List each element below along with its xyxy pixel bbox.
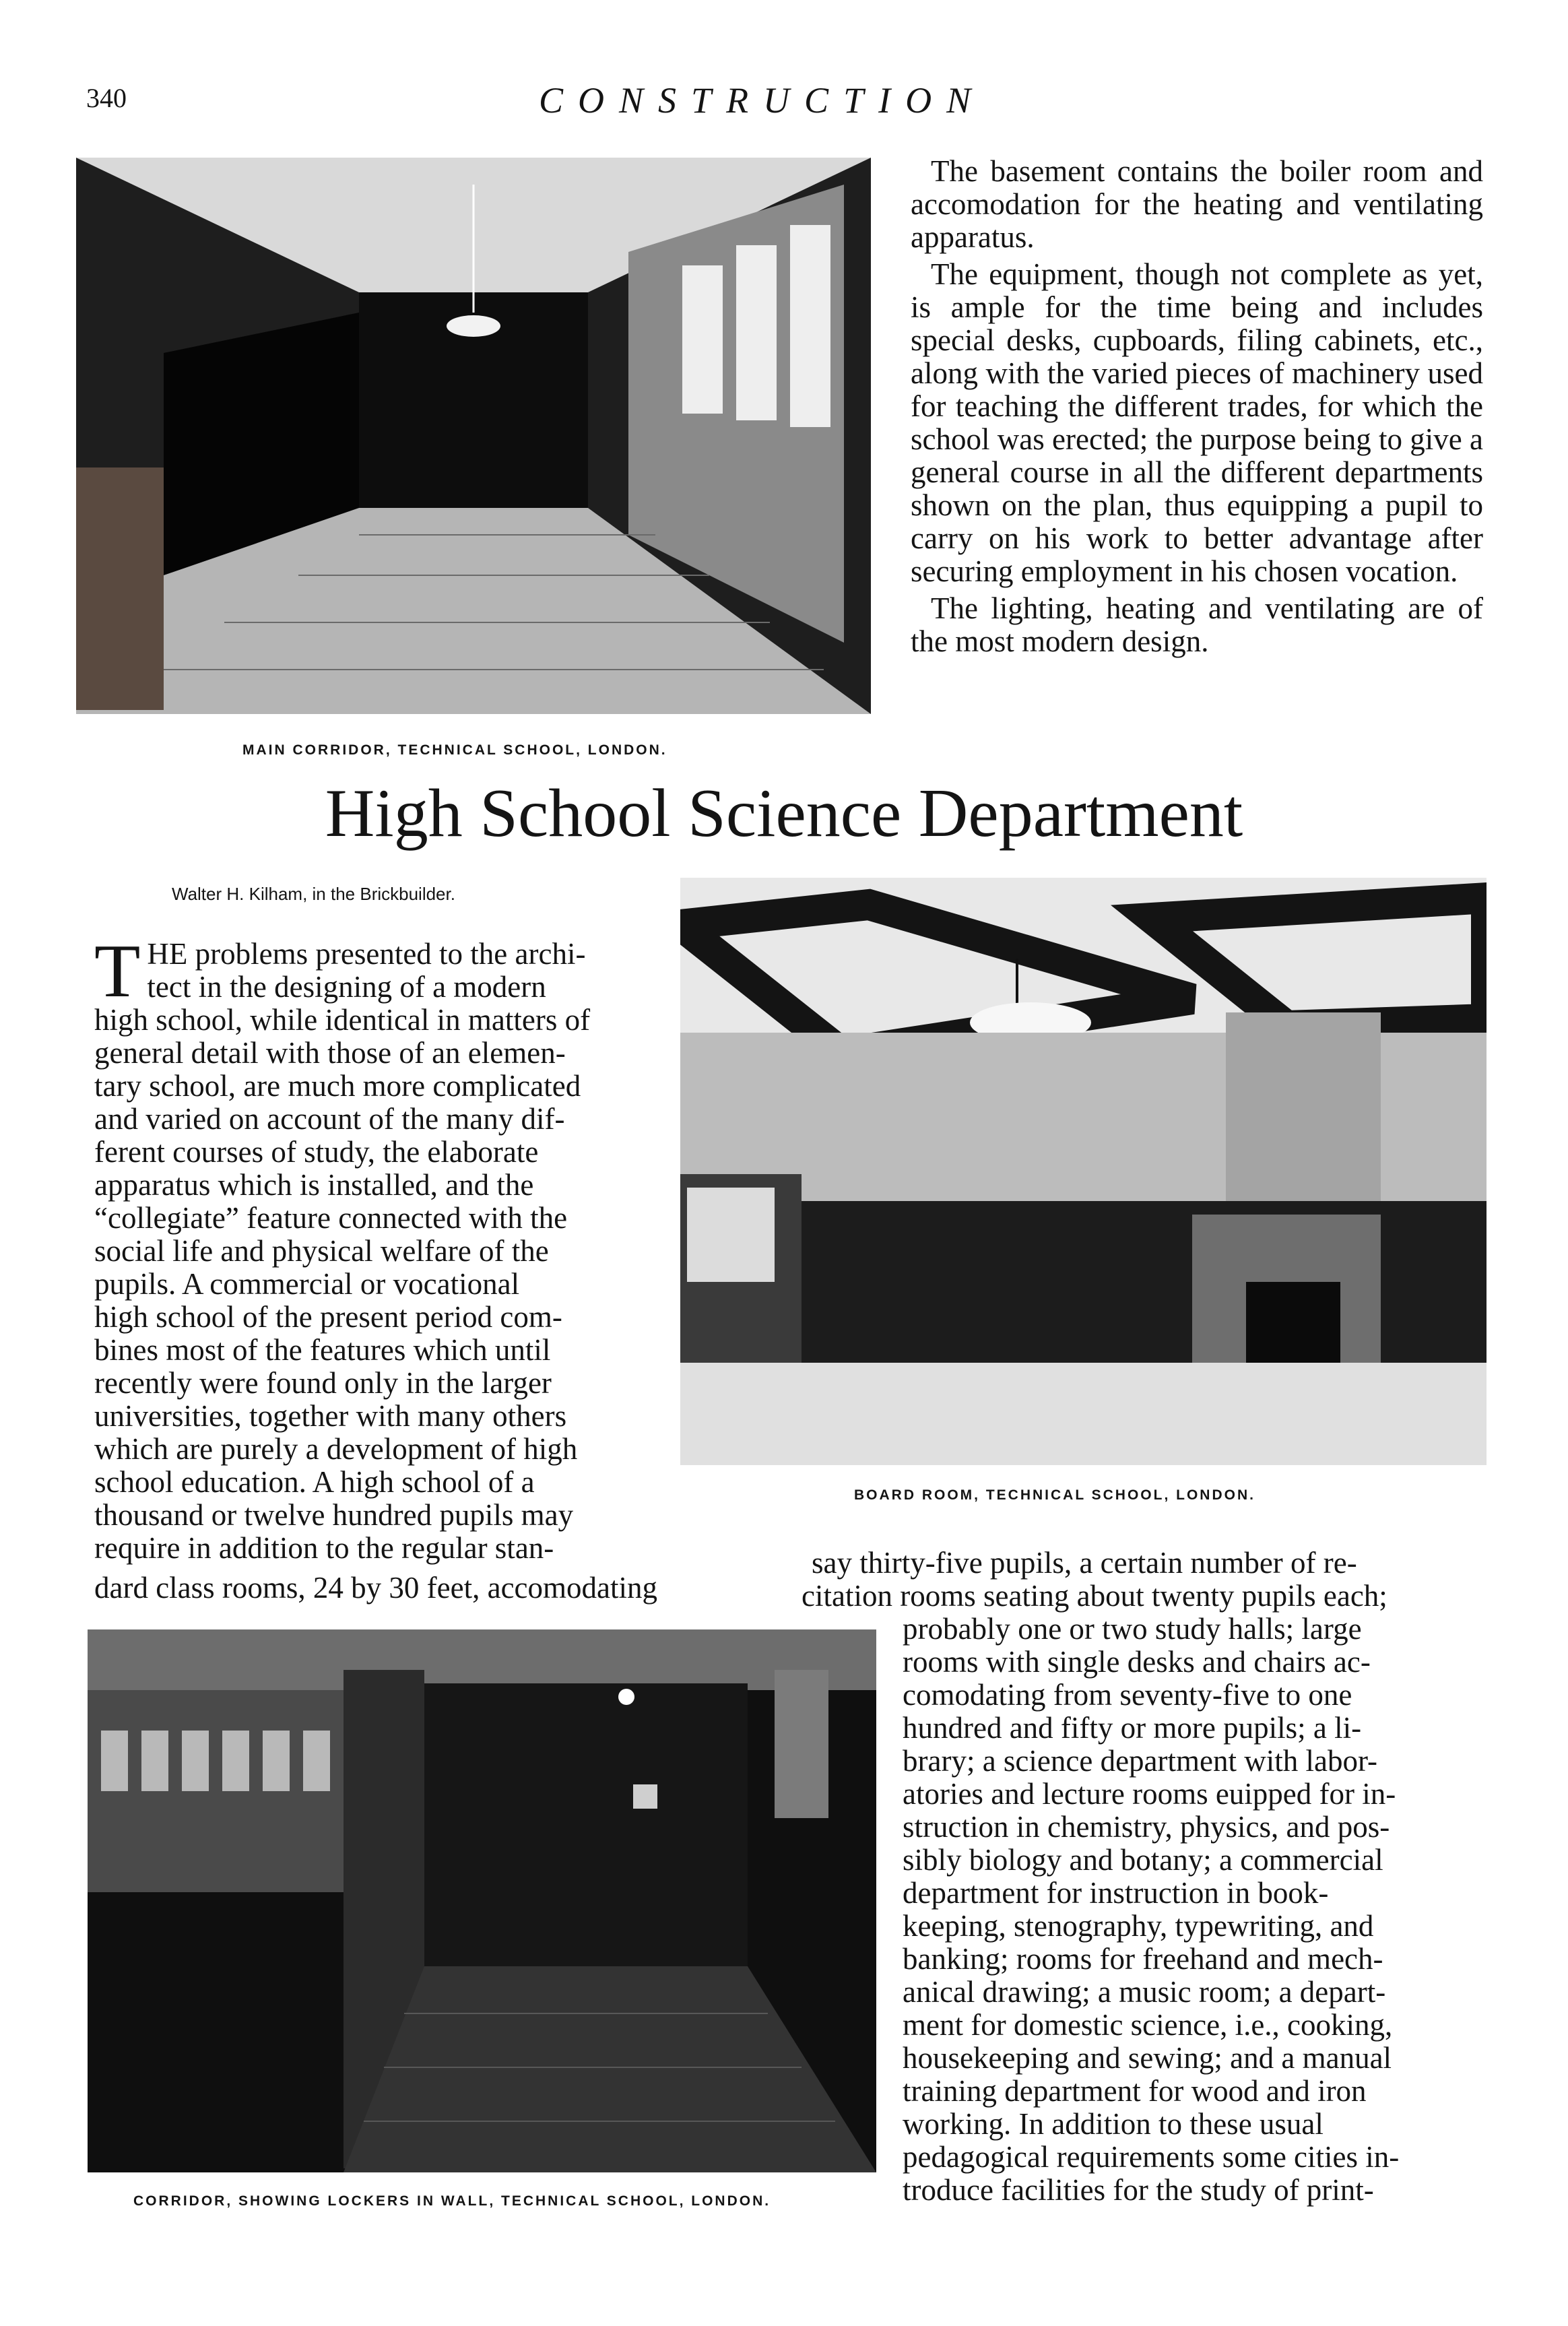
text-line: rooms with single desks and chairs ac- [903, 1645, 1371, 1679]
article-title: High School Science Department [325, 775, 1243, 851]
article-continuation-column [903, 1613, 1485, 2207]
text-line: universities, together with many others [94, 1399, 567, 1433]
text-line: keeping, stenography, typewriting, and [903, 1909, 1374, 1943]
drop-cap: T [94, 930, 141, 1013]
text-line: general detail with those of an elemen- [94, 1036, 566, 1070]
photo-board-room [680, 878, 1487, 1465]
text-line: banking; rooms for freehand and mech- [903, 1942, 1383, 1976]
photo-lockers-corridor [88, 1629, 876, 2172]
caption-main-corridor: MAIN CORRIDOR, TECHNICAL SCHOOL, LONDON. [242, 742, 667, 758]
text-line: ment for domestic science, i.e., cooking, [903, 2008, 1393, 2042]
text-line: ferent courses of study, the elaborate [94, 1135, 539, 1169]
bridge-line-left: dard class rooms, 24 by 30 feet, accomodating [94, 1571, 658, 1605]
text-line: comodating from seventy-five to one [903, 1678, 1352, 1712]
text-line: high school of the present period com- [94, 1300, 562, 1334]
text-line: troduce facilities for the study of print- [903, 2173, 1374, 2207]
text-line: department for instruction in book- [903, 1876, 1329, 1910]
text-line: and varied on account of the many dif- [94, 1102, 565, 1136]
paragraph: The equipment, though not complete as yet, is ample for the time being and includes special desks, cupboards, filing cabinets, etc., along with the varied pieces of machinery used for teaching the different trades, for which the school was erected; the purpose being to give a general course in all the different departments shown on the plan, thus equipping a pupil to carry on his work to better advantage after securing employment in his chosen vocation. [911, 257, 1483, 588]
text-line: atories and lecture rooms euipped for in- [903, 1777, 1396, 1811]
text-line: “collegiate” feature connected with the [94, 1201, 568, 1235]
bridge-line-right-2: citation rooms seating about twenty pupils each; [802, 1579, 1387, 1613]
text-line: thousand or twelve hundred pupils may [94, 1498, 574, 1532]
text-line: sibly biology and botany; a commercial [903, 1843, 1383, 1877]
text-line: social life and physical welfare of the [94, 1234, 549, 1268]
upper-text-column [911, 155, 1483, 658]
text-line: require in addition to the regular stan- [94, 1531, 554, 1565]
caption-board-room: BOARD ROOM, TECHNICAL SCHOOL, LONDON. [854, 1487, 1255, 1503]
running-title: CONSTRUCTION [539, 80, 986, 121]
paragraph: The lighting, heating and ventilating are of the most modern design. [911, 591, 1483, 658]
text-line: apparatus which is installed, and the [94, 1168, 534, 1202]
text-line: working. In addition to these usual [903, 2107, 1324, 2141]
text-line: tect in the designing of a modern [147, 970, 546, 1004]
text-line: training department for wood and iron [903, 2074, 1367, 2108]
article-intro-column [94, 930, 653, 1565]
text-line: pedagogical requirements some cities in- [903, 2140, 1400, 2174]
photo-main-corridor [76, 158, 871, 714]
text-line: hundred and fifty or more pupils; a li- [903, 1711, 1362, 1745]
text-line: school education. A high school of a [94, 1465, 535, 1499]
text-line: struction in chemistry, physics, and pos- [903, 1810, 1390, 1844]
text-line: bines most of the features which until [94, 1333, 551, 1367]
text-line: brary; a science department with labor- [903, 1744, 1378, 1778]
text-line: pupils. A commercial or vocational [94, 1267, 520, 1301]
byline: Walter H. Kilham, in the Brickbuilder. [172, 884, 455, 904]
text-line: probably one or two study halls; large [903, 1612, 1362, 1646]
text-line: tary school, are much more complicated [94, 1069, 581, 1103]
text-line: high school, while identical in matters of [94, 1003, 591, 1037]
text-line: anical drawing; a music room; a depart- [903, 1975, 1386, 2009]
caption-lockers-corridor: CORRIDOR, SHOWING LOCKERS IN WALL, TECHNICAL SCHOOL, LONDON. [133, 2193, 771, 2209]
text-line: recently were found only in the larger [94, 1366, 552, 1400]
text-line: housekeeping and sewing; and a manual [903, 2041, 1392, 2075]
bridge-line-right-1: say thirty-five pupils, a certain number of re- [812, 1546, 1357, 1580]
paragraph: The basement contains the boiler room and accomodation for the heating and ventilating apparatus. [911, 154, 1483, 254]
page-number: 340 [86, 83, 127, 113]
text-line: HE problems presented to the archi- [147, 937, 586, 971]
text-line: which are purely a development of high [94, 1432, 578, 1466]
